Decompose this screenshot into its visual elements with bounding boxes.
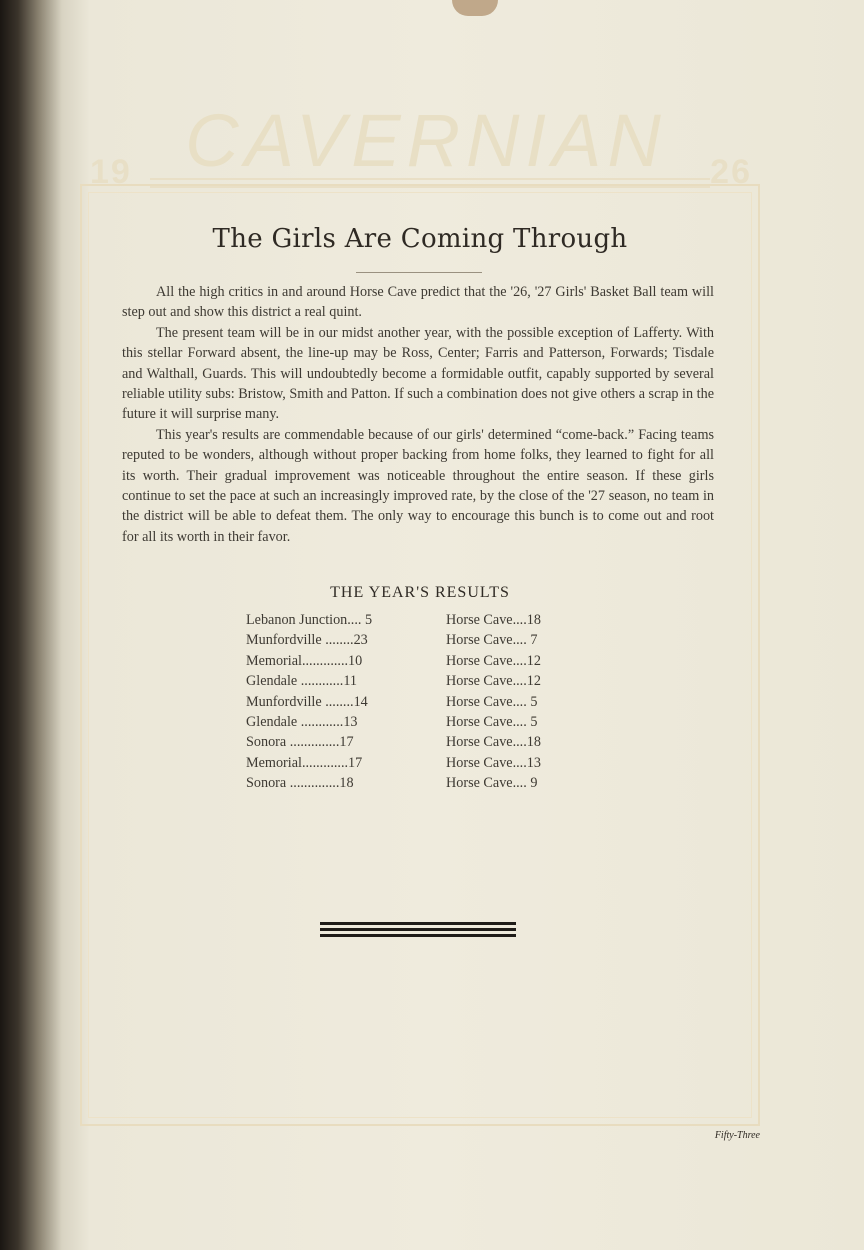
result-horse-cave: Horse Cave....12 (446, 673, 541, 690)
result-opponent: Glendale ............11 (246, 673, 357, 690)
result-row (246, 673, 606, 693)
result-row (246, 632, 606, 652)
article-body (122, 282, 714, 547)
result-horse-cave: Horse Cave....18 (446, 612, 541, 628)
result-row (246, 653, 606, 673)
article-paragraph: This year's results are commendable because of our girls' determined “come-back.” Facing teams reputed to be wonders, although without proper backing from home folks, they learned to fight for all its worth. Their gradual improvement was noticeable throughout the entire season. If these girls continue to set the pace at such an increasingly improved rate, by the close of the '27 season, no team in the district will be able to defeat them. The only way to encourage this bunch is to come out and root for all its worth in their favor. (122, 426, 714, 545)
result-opponent: Memorial.............10 (246, 652, 363, 669)
result-row (246, 755, 606, 775)
result-opponent: Sonora ..............18 (246, 775, 354, 792)
article-paragraph: All the high critics in and around Horse Cave predict that the '26, '27 Girls' Basket Ball team will step out and show this district a real quint. (122, 284, 714, 321)
results-table (246, 612, 606, 796)
result-row (246, 714, 606, 734)
result-horse-cave: Horse Cave.... 5 (446, 693, 538, 710)
result-row (246, 694, 606, 714)
decorative-triple-rule (320, 922, 516, 940)
header-wordmark: CAVERNIAN (185, 99, 667, 182)
page-number: Fifty-Three (714, 1130, 760, 1141)
results-title: THE YEAR'S RESULTS (330, 584, 510, 601)
article-title: The Girls Are Coming Through (212, 224, 628, 254)
article-paragraph: The present team will be in our midst another year, with the possible exception of Lafferty. With this stellar Forward absent, the line-up may be Ross, Center; Farris and Patterson, Forwards; Tisdale and Walthall, Guards. This will undoubtedly become a formidable outfit, capably supported by several reliable utility subs: Bristow, Smith and Patton. If such a combination does not give others a scrap in the future it will surprise many. (122, 324, 714, 423)
result-row (246, 612, 606, 632)
result-horse-cave: Horse Cave....13 (446, 754, 541, 771)
result-opponent: Memorial.............17 (246, 754, 363, 771)
result-opponent: Glendale ............13 (246, 713, 358, 730)
header-year-left: 19 (90, 152, 132, 191)
result-row (246, 775, 606, 795)
result-opponent: Munfordville ........23 (246, 632, 368, 649)
result-horse-cave: Horse Cave.... 9 (446, 775, 538, 792)
result-horse-cave: Horse Cave.... 7 (446, 632, 538, 649)
result-horse-cave: Horse Cave....18 (446, 734, 541, 751)
result-opponent: Sonora ..............17 (246, 734, 354, 751)
title-underline (356, 272, 482, 273)
result-horse-cave: Horse Cave....12 (446, 652, 541, 669)
result-opponent: Lebanon Junction.... 5 (246, 612, 373, 628)
header-year-right: 26 (710, 152, 752, 191)
result-horse-cave: Horse Cave.... 5 (446, 713, 538, 730)
result-opponent: Munfordville ........14 (246, 693, 368, 710)
result-row (246, 734, 606, 754)
